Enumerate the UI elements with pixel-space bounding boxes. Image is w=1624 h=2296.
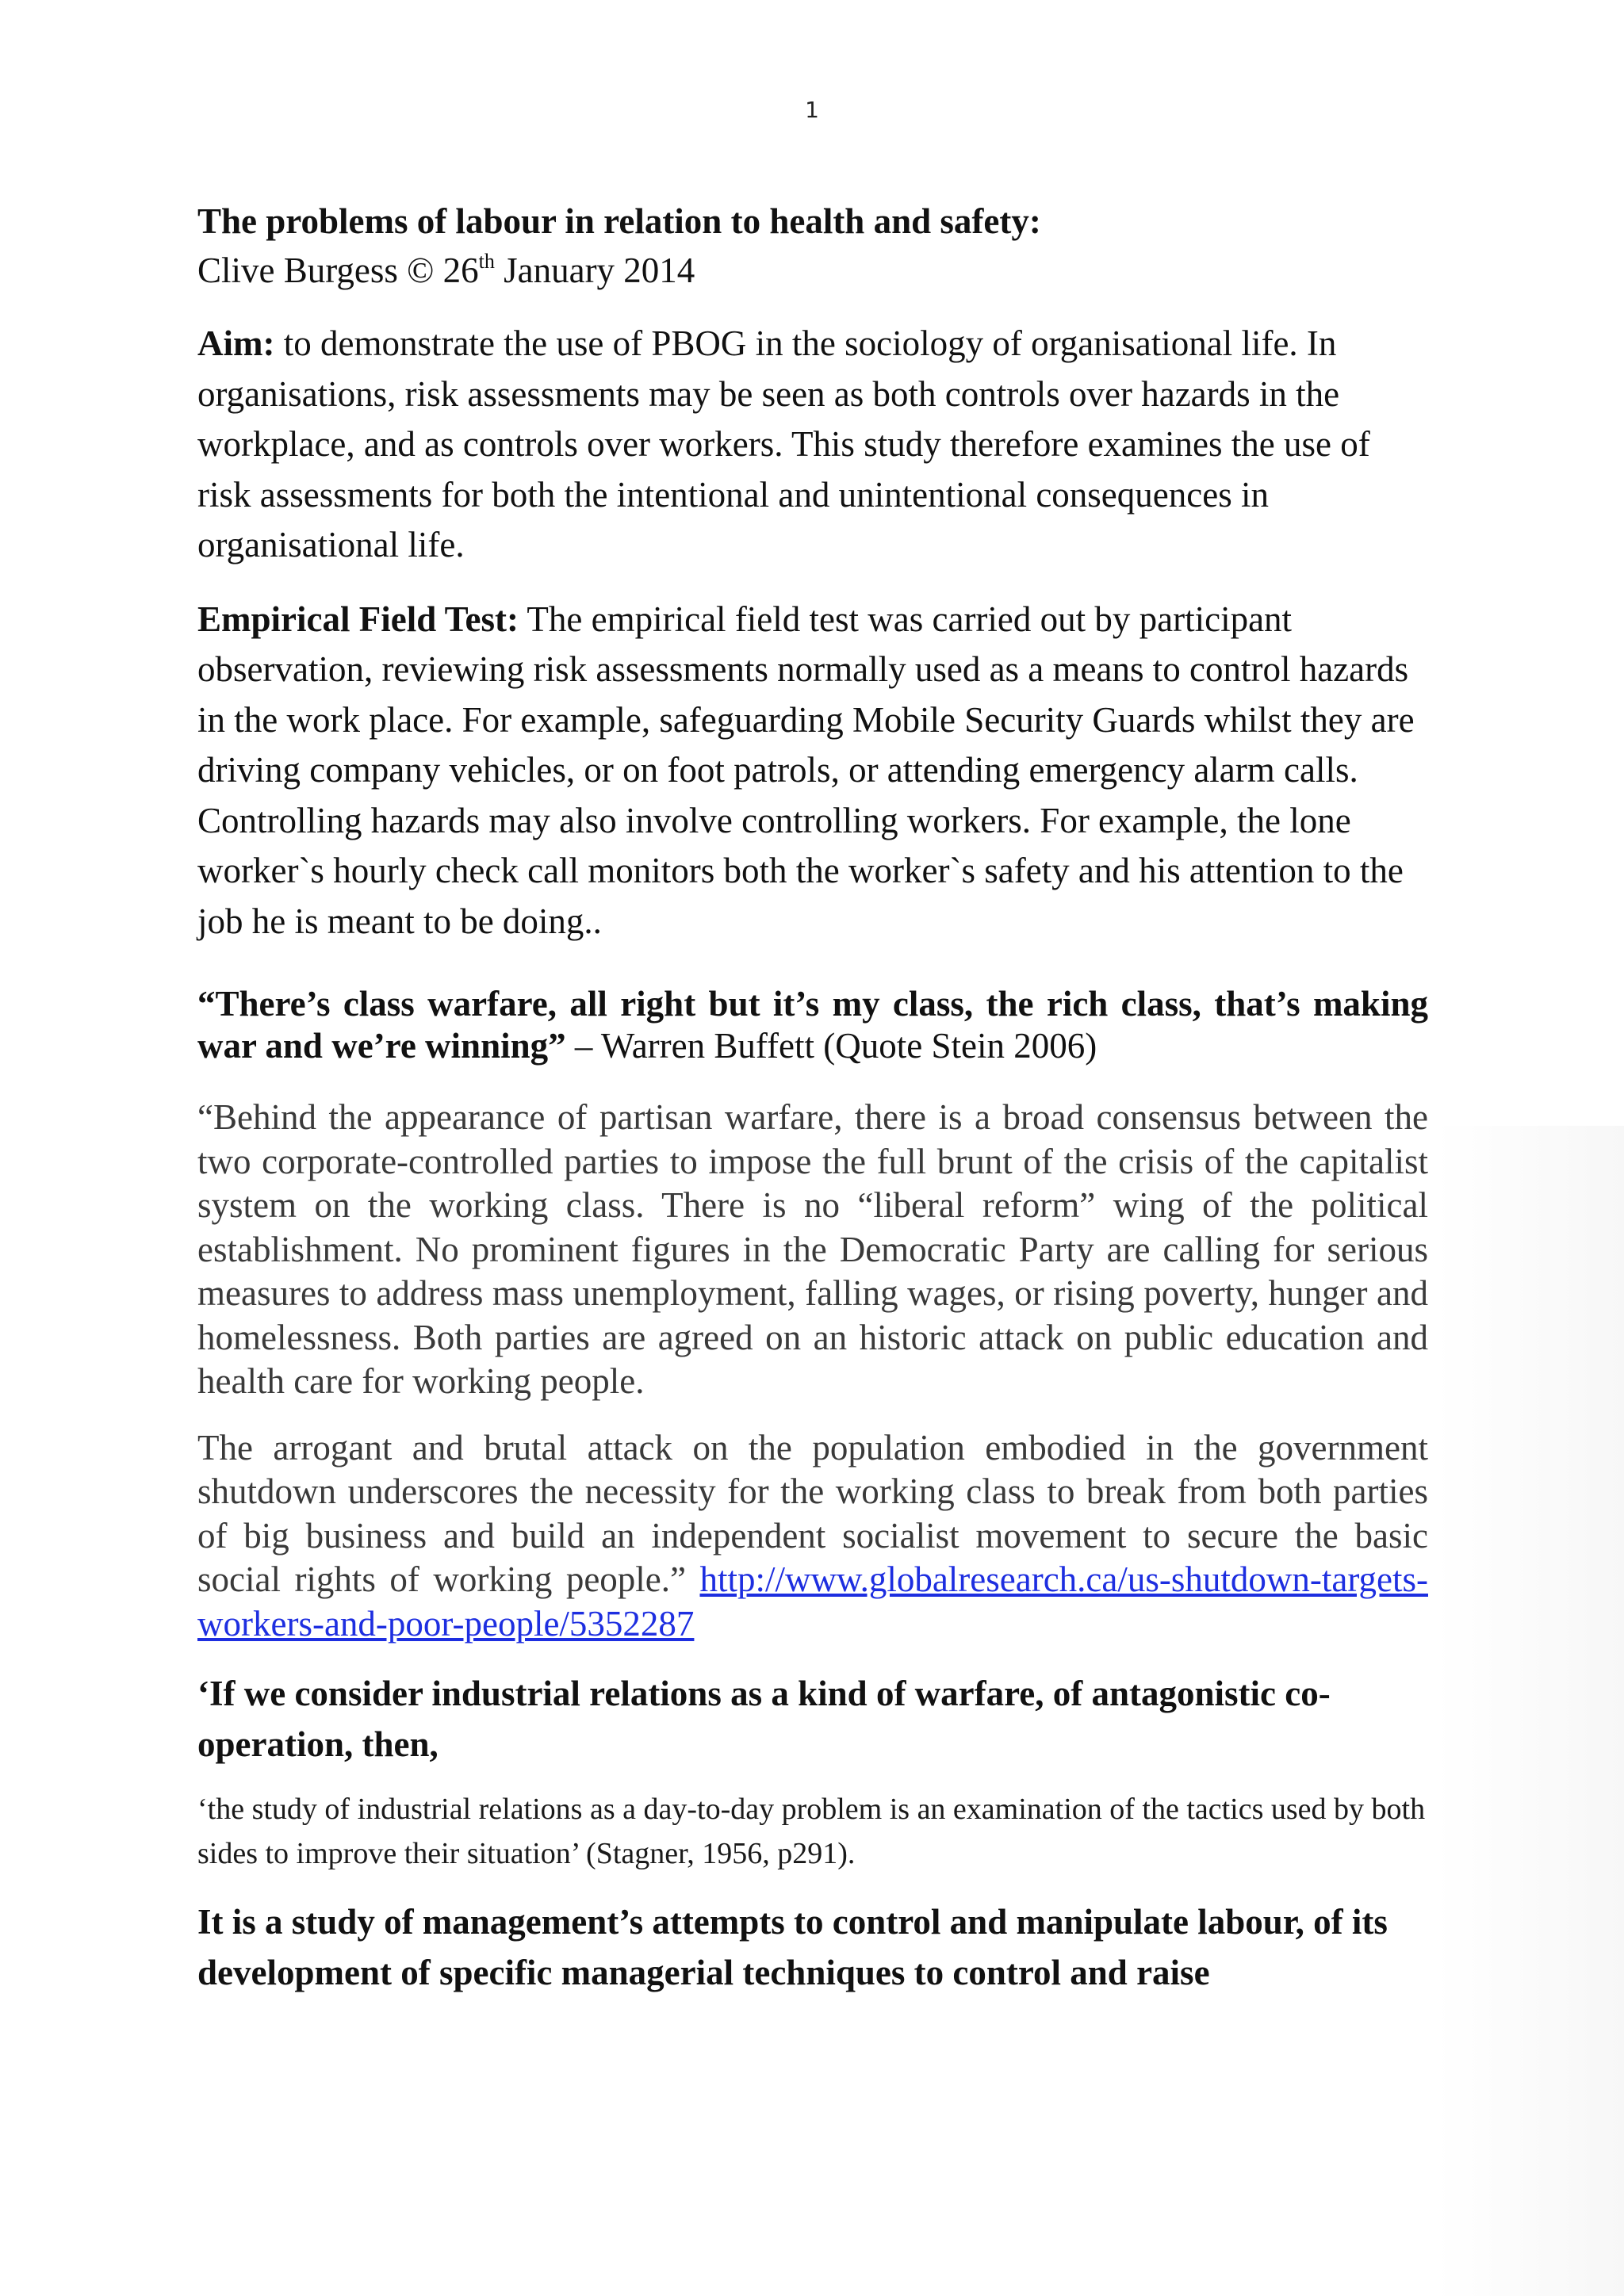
management-heading: It is a study of management’s attempts to control and manipulate labour, of its development of specific managerial techniques to control and raise	[197, 1902, 1388, 1992]
buffett-quote	[197, 983, 1428, 1067]
quoted-paragraph-1: “Behind the appearance of partisan warfare, there is a broad consensus between the two corporate-controlled parties to impose the full brunt of the crisis of the capitalist system on the working class. There is no “liberal reform” wing of the political establishment. No prominent figures in the Democratic Party are calling for serious measures to address mass unemployment, falling wages, or rising poverty, hunger and homelessness. Both parties are agreed on an historic attack on public education and health care for working people.	[197, 1097, 1428, 1401]
buffett-quote-text: “There’s class warfare, all right but it’s my class, the rich class, that’s making war and we’re winning”	[197, 984, 1428, 1066]
aim-label: Aim:	[197, 323, 275, 363]
aim-text: to demonstrate the use of PBOG in the sociology of organisational life. In organisations, risk assessments may be seen as both controls over hazards in the workplace, and as controls over workers. This study therefore examines the use of risk assessments for both the intentional and unintentional consequences in organisational life.	[197, 323, 1370, 564]
page-number: 1	[805, 97, 819, 123]
byline-suffix: January 2014	[494, 251, 695, 290]
empirical-label: Empirical Field Test:	[197, 599, 519, 639]
quoted-paragraph-2-text: The arrogant and brutal attack on the population embodied in the government shutdown underscores the necessity for the working class to break from both parties of big business and build an independent socialist movement to secure the basic social rights of working people.”	[197, 1427, 1428, 1599]
globalresearch-link[interactable]: http://www.globalresearch.ca/us-shutdown-targets-workers-and-poor-people/5352287	[197, 1559, 1428, 1644]
industrial-relations-heading: ‘If we consider industrial relations as a kind of warfare, of antagonistic co-operation, then,	[197, 1674, 1331, 1764]
byline-superscript: th	[478, 250, 495, 273]
document-title: The problems of labour in relation to health and safety:	[197, 201, 1041, 241]
quoted-paragraph-2	[197, 1426, 1428, 1647]
aim-paragraph	[197, 319, 1428, 571]
empirical-text: The empirical field test was carried out by participant observation, reviewing risk assessments normally used as a means to control hazards in the work place. For example, safeguarding Mobile Security Guards whilst they are driving company vehicles, or on foot patrols, or attending emergency alarm calls. Controlling hazards may also involve controlling workers. For example, the lone worker`s hourly check call monitors both the worker`s safety and his attention to the job he is meant to be doing..	[197, 599, 1415, 941]
buffett-attribution: – Warren Buffett (Quote Stein 2006)	[565, 1026, 1097, 1066]
byline-prefix: Clive Burgess © 26	[197, 251, 479, 290]
author-byline	[197, 246, 1428, 295]
scan-shadow	[1435, 1126, 1624, 2296]
empirical-paragraph	[197, 595, 1428, 947]
document-body	[197, 197, 1428, 2015]
stagner-quote: ‘the study of industrial relations as a day-to-day problem is an examination of the tactics used by both sides to improve their situation’ (Stagner, 1956, p291).	[197, 1793, 1426, 1870]
